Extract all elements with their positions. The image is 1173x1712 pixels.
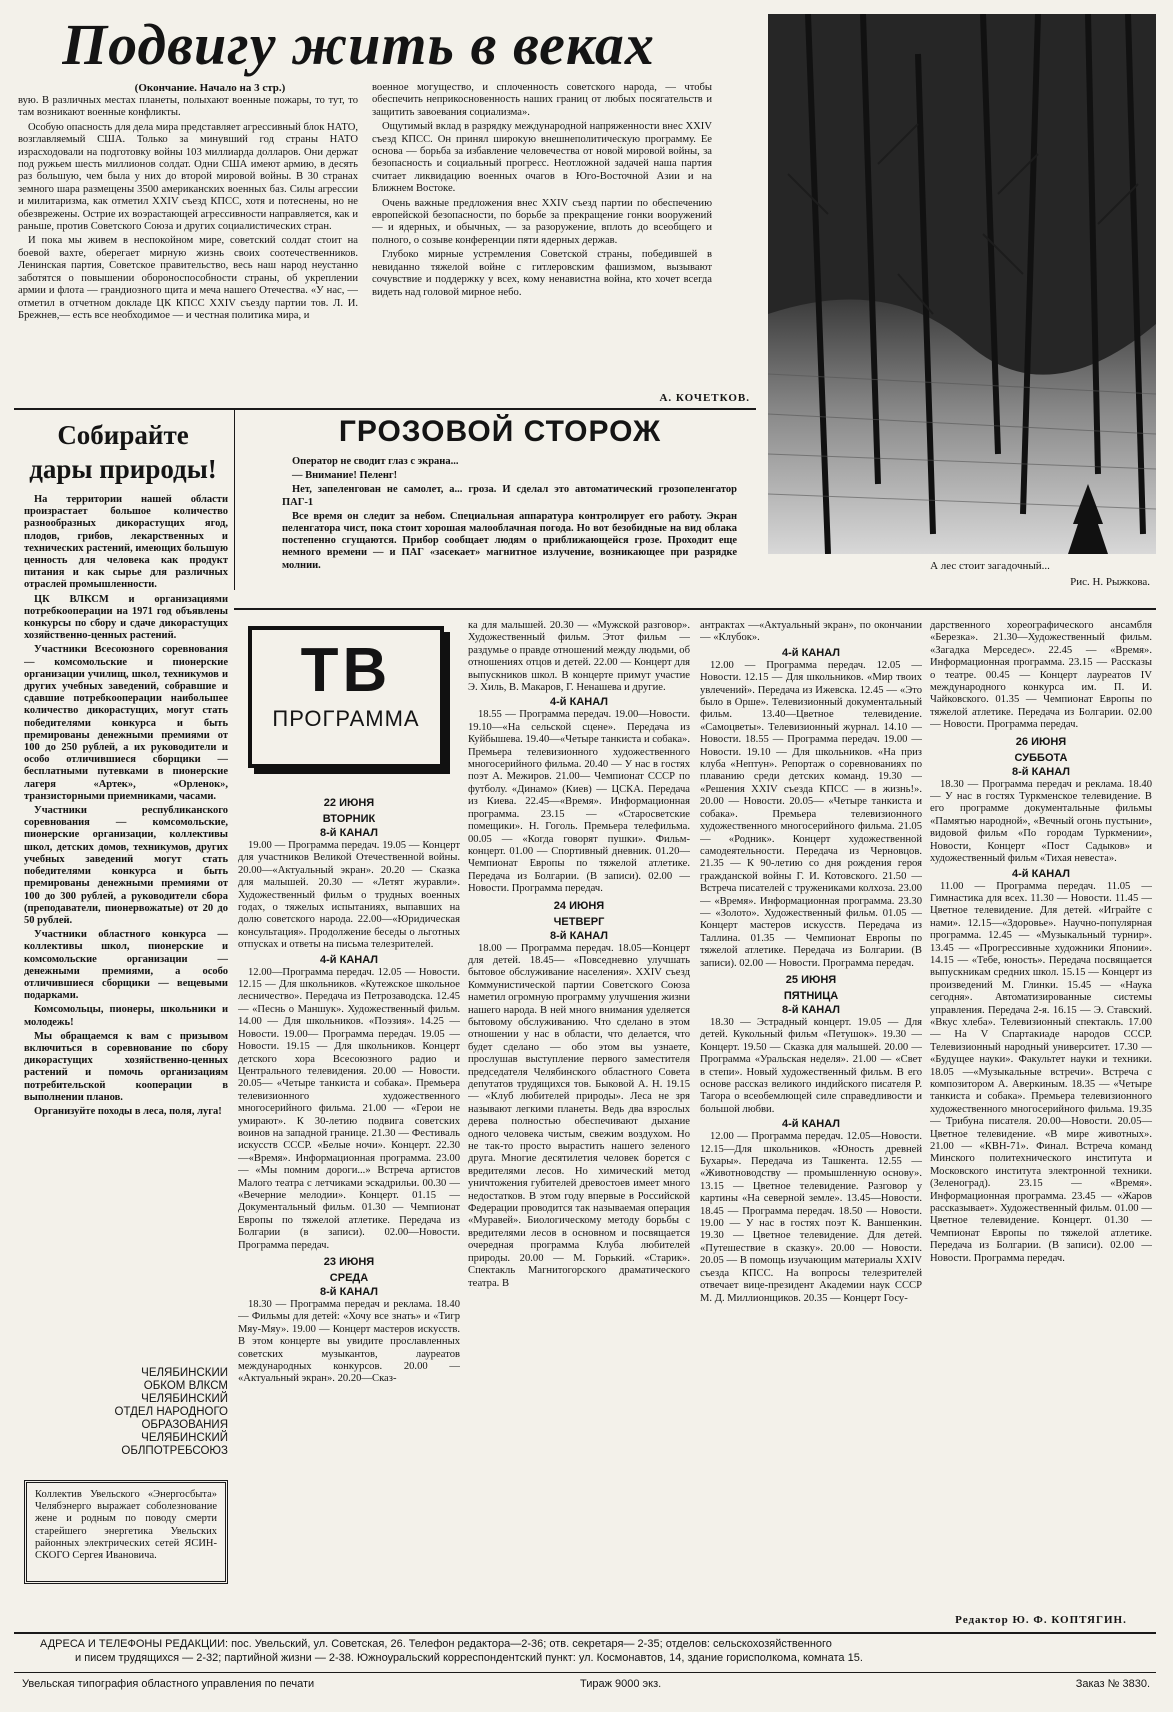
gather-paragraph: Участники республиканского соревнования — комсомольские, пионерские организации, коллективы школ, детских домов, техникумов, других учебных заведений могут стать победителями конкурса и быть премированы денежными премиями от 100 до 300 рублей, а руководители сбора (преподаватели, пионервожатые) от 20 до 50 рублей.: [24, 805, 228, 926]
footer-circulation: Тираж 9000 экз.: [580, 1678, 662, 1690]
article-column-1: [18, 95, 358, 405]
article-paragraph: И пока мы живем в неспокойном мире, советский солдат стоит на боевой вахте, оберегает мирную жизнь своих соотечественников. Ленинская партия, Советское правительство, весь наш народ неустанно заботятся о повышении обороноспособности страны, об укреплении армии и флота — грандиозного щита и меча нашего Отечества. «У нас, — отметил в отчетном докладе ЦК КПСС XXIV съезду партии тов. Л. И. Брежнев,— есть все необходимое — и честная политика мира, и: [18, 235, 358, 321]
tv-logo: [248, 626, 444, 768]
tv-logo-small: ПРОГРАММА: [272, 706, 420, 731]
divider: [14, 1672, 1156, 1673]
tv-listing: 18.30 — Программа передач и реклама. 18.40 — У нас в гостях Туркменское телевидение. В его программе документальные фильмы «Памятью народной», «Вечный огонь пустыни», видовой фильм «По городам Туркмении», Новости, Концерт «Пост Садыков» и художественный фильм «Тихая невеста».: [930, 778, 1152, 865]
storm-line: Нет, запеленгован не самолет, а... гроза. И сделал это автоматический грозопеленгатор ПАГ-1: [282, 484, 737, 508]
gather-title: [14, 418, 232, 492]
storm-line: — Внимание! Пеленг!: [292, 470, 398, 482]
org-line: ОБРАЗОВАНИЯ: [141, 1419, 228, 1431]
tv-listing: 18.30 — Программа передач и реклама. 18.40 — Фильмы для детей: «Хочу все знать» и «Тигр Мяу-Мяу». 19.00 — Концерт мастеров искусств. В этом концерте вы увидите прославленных советских музыкантов, лауреатов международных конкурсов. 20.00 — «Актуальный экран». 20.20—Сказ-: [238, 1299, 460, 1385]
tv-channel-heading: 8-й КАНАЛ: [550, 929, 608, 942]
org-line: ОТДЕЛ НАРОДНОГО: [114, 1406, 228, 1418]
gather-title-line1: Собирайте: [57, 420, 189, 450]
tv-listing: антрактах —«Актуальный экран», по окончании — «Клубок».: [700, 620, 922, 644]
tv-listing: ка для малышей. 20.30 — «Мужской разговор». Художественный фильм. Этот фильм — раздумье о правде отношений между людьми, об отношениях отцов и детей. 22.00 — Концерт для выпускников школ. В концерте примут участие Э. Хиль, В. Макаров, Г. Ненашева и другие.: [468, 620, 690, 694]
tv-channel-heading: 4-й КАНАЛ: [320, 953, 378, 966]
tv-day-heading: 22 ИЮНЯ: [323, 797, 375, 809]
storm-line: Все время он следит за небом. Специальная аппаратура контролирует его работу. Экран пеленгатора чист, пока стоит хорошая малооблачная погода. Но вот безобидные на вид облака постепенно сгущаются. Прибор сообщает людям о приближающейся грозе. Проходит еще немного времени — и ПАГ «засекает» магнитное излучение, возникающее при разрядке молнии.: [282, 510, 737, 571]
article-subtitle: (Окончание. Начало на 3 стр.): [134, 82, 286, 94]
gather-paragraph: Мы обращаемся к вам с призывом включиться в соревнование по сбору дикорастущих хозяйственно-ценных растений и помочь организациям потребительской кооперации в выполнении планов.: [24, 1030, 228, 1103]
gather-paragraph: На территории нашей области произрастает большое количество разнообразных дикорастущих ягод, плодов, грибов, лекарственных и технических растений, имеющих большую ценность для человека как продукт питания и как сырье для различных отраслей промышленности.: [24, 494, 228, 591]
footer-printer: Увельская типография областного управления по печати: [22, 1678, 315, 1690]
article-paragraph: Ощутимый вклад в разрядку международной напряженности внес XXIV съезд КПСС. Он принял широкую внешнеполитическую программу. Ее основа — борьба за избавление человечества от новой мировой войны, за безопасность и социальный прогресс. Неотложной задачей наша партия считает ликвидацию военных очагов в Юго-Восточной Азии и на Ближнем Востоке.: [372, 121, 712, 195]
tv-listing: 19.00 — Программа передач. 19.05 — Концерт для участников Великой Отечественной войны. 20.00—«Актуальный экран». 20.20 — Сказка для малышей. 20.30 — «Летят журавли». Художественный фильм о трудных военных годах, о тяжелых испытаниях, выпавших на долю советского народа. 22.00—«Юридическая консультация». Продолжение беседы о льготных отпусках и ответы на письма телезрителей.: [238, 840, 460, 951]
divider: [234, 608, 1156, 610]
article-paragraph: Очень важные предложения внес XXIV съезд партии по обеспечению европейской безопасности, по борьбе за прекращение гонки вооружений — и ядерных, и обычных, — за разоружение, вплоть до всеобщего и полного, о созыве конференции пяти ядерных держав.: [372, 197, 712, 246]
tv-day-heading: 25 ИЮНЯ: [785, 973, 837, 986]
footer-address-1: АДРЕСА И ТЕЛЕФОНЫ РЕДАКЦИИ: пос. Увельский, ул. Советская, 26. Телефон редактора—2-36; отв. секретаря— 2-35; отделов: сельскохозяйственного: [40, 1638, 832, 1650]
org-line: ЧЕЛЯБИНСКИЙ: [141, 1432, 228, 1444]
gather-paragraph: Организуйте походы в леса, поля, луга!: [34, 1105, 222, 1117]
tv-channel-heading: 4-й КАНАЛ: [550, 696, 608, 709]
divider: [14, 1632, 1156, 1634]
headline: Подвигу жить в веках: [62, 14, 655, 77]
article-paragraph: Глубоко мирные устремления Советской страны, победившей в невиданно тяжелой войне с гитлеровским фашизмом, вызывают сочувствие и поддержку у всех, кому ненавистна война, кто хочет всегда видеть над головой мирное небо.: [372, 249, 712, 298]
tv-day-heading: 24 ИЮНЯ: [553, 899, 605, 912]
storm-body: [282, 456, 737, 586]
divider: [234, 410, 235, 590]
tv-column-1: [238, 793, 460, 1628]
article-paragraph: военное могущество, и сплоченность советского народа, — чтобы обеспечить неприкосновенность наших границ от любых посягательств и защитить завоевания социализма».: [372, 82, 712, 118]
gather-title-line2: дары природы!: [29, 454, 217, 484]
tv-channel-heading: 8-й КАНАЛ: [782, 1003, 840, 1016]
gather-paragraph: Комсомольцы, пионеры, школьники и молодежь!: [24, 1004, 228, 1028]
tv-day-heading: ПЯТНИЦА: [783, 989, 839, 1002]
gather-paragraph: ЦК ВЛКСМ и организациями потребкооперации на 1971 год объявлены конкурсы по сбору и сдаче дикорастущих хозяйственно-ценных растений.: [24, 593, 228, 642]
org-line: ЧЕЛЯБИНСКИЙ: [141, 1367, 228, 1379]
tv-listing: 18.55 — Программа передач. 19.00—Новости. 19.10—«На сельской сцене». Передача из Куйбышева. 19.40—«Четыре танкиста и собака». Премьера телевизионного художественного многосерийного фильма. 20.40 — У нас в гостях поэт А. Межиров. 21.00— Чемпионат СССР по футболу. «Динамо» (Киев) — ЦСКА. Передача из Киева. 22.45—«Время». Информационная программа. 23.15 — «Старосветские помещики». Н. Гоголь. Премьера телефильма. 00.05 — «Когда говорят пушки». Фильм-концерт. 01.00 — Спортивный дневник. 01.20—Чемпионат Европы по тяжелой атлетике. Передача из Болгарии. (В записи). 02.00 — Новости. Программа передач.: [468, 709, 690, 895]
tv-listing: 12.00—Программа передач. 12.05 — Новости. 12.15 — Для школьников. «Кутежское школьное лесничество». Передача из Петрозаводска. 12.45 — «Песнь о Маншук». Художественный фильм. 14.00 — Для школьников. «Поэзия». 14.25 — Новости. 19.00— Программа передач. 19.05 — Новости. 19.15 — Для школьников. Концерт детского хора Всесоюзного радио и Центрального телевидения. 20.00 — Новости. 20.05— «Четыре танкиста и собака». Премьера телевизионного художественного многосерийного фильма. 21.00 — «Герои не умирают». К 30-летию подвига советских воинов на западной границе. 21.30 — Фестиваль искусств СССР. «Белые ночи». Концерт. 22.30—«Время». Информационная программа. 23.00 — «Мы помним дороги...» Встреча артистов Малого театра с летчиками эскадрильи. 00.30 — «Вечерние мелодии». Концерт. 01.15 — Документальный фильм. 01.30 — Чемпионат Европы по тяжелой атлетике. Передача из Болгарии (в записи). 02.00—Новости. Программа передач.: [238, 966, 460, 1251]
tv-listing: 12.00 — Программа передач. 12.05—Новости. 12.15—Для школьников. «Юность древней Бухары». Передача из Ташкента. 12.55 — «Животноводству — промышленную основу». 13.15 — Цветное телевидение. Разговор у картины «На северной земле». 13.45—Новости. 18.45 — Программа передач. 18.50 — Новости. 19.00 — У нас в гостях поэт К. Ваншенкин. 19.30 — Цветное телевидение. Для детей. «Путешествие в сказку». 20.00 — Новости. 20.05 — В помощь изучающим материалы XXIV съезда КПСС. На вопросы телезрителей отвечает вице-президент Академии наук СССР М. Д. Миллионщиков. 20.35 — Концерт Госу-: [700, 1131, 922, 1304]
tv-logo-big: ТВ: [300, 636, 392, 705]
tv-column-3: [700, 620, 922, 1628]
photo-credit: Рис. Н. Рыжкова.: [1070, 576, 1150, 588]
forest-illustration: [768, 14, 1156, 554]
tv-day-heading: ВТОРНИК: [322, 813, 376, 825]
tv-channel-heading: 4-й КАНАЛ: [782, 646, 840, 659]
tv-channel-heading: 8-й КАНАЛ: [320, 1286, 378, 1298]
gather-paragraph: Участники Всесоюзного соревнования — комсомольские и пионерские организации училищ, школ, техникумов и других учебных заведений, собравшие и сдавшие потребкооперации наибольшее количество дикорастущих, могут стать победителями конкурса и быть премированы денежными премиями от 100 до 250 рублей, а их руководители и особо отличившиеся сборщики — бесплатными путевками в пионерские лагеря «Артек», «Орленок», транзисторными приемниками, часами.: [24, 644, 228, 802]
tv-day-heading: ЧЕТВЕРГ: [553, 915, 605, 928]
tv-day-heading: СРЕДА: [329, 1272, 369, 1284]
tv-listing: 11.00 — Программа передач. 11.05 — Гимнастика для всех. 11.30 — Новости. 11.45 — Цветное телевидение. Для детей. «Играйте с нами». 12.15—«Здоровье». Научно-популярная программа. 12.45 — «Музыкальный турнир». 13.45 — «Прогрессивные художники Японии». 14.15 — «Тебе, юность». Передача посвящается выпускникам средних школ. 15.15 — Концерт из произведений М. Глинки. 15.45 — «Наука сегодня». Автоматизированные системы управления. Передача 2-я. 16.15 — Э. Ставский. «Вкус хлеба». Телевизионный спектакль. 17.00 — На V Спартакиаде народов СССР. Телевизионный народный университет. 17.30 — «Будущее науки». Факультет науки и техники. 18.05 —«Музыкальные встречи». Встреча с композитором А. Аверкиным. 18.35 — «Четыре танкиста и собака». Премьера телевизионного художественного многосерийного фильма. 19.35 — Трибуна писателя. 20.00—Новости. 20.05—Цветное телевидение. «В мире животных». 21.00 — «КВН-71». Финал. Встреча команд Минского политехнического института и Московского института электронной техники. (Зеленоград). 23.15 — «Время». Информационная программа. 23.45 — «Жаров рассказывает». Художественный фильм. 01.00 — Цветное телевидение. Концерт. 01.30 — Чемпионат Европы по тяжелой атлетике. Передача из Болгарии. (В записи). 02.00 — Новости. Программа передач.: [930, 880, 1152, 1264]
gather-orgs: [24, 1367, 228, 1463]
storm-line: Оператор не сводит глаз с экрана...: [292, 456, 459, 467]
tv-day-heading: СУББОТА: [1014, 751, 1068, 764]
footer-address-2: и писем трудящихся — 2-32; партийной жизни — 2-38. Южноуральский корреспондентский пункт: ул. Космонавтов, 14, здание горисполкома, комната 15.: [75, 1652, 863, 1664]
tv-channel-heading: 4-й КАНАЛ: [782, 1118, 840, 1131]
org-line: ОБКОМ ВЛКСМ: [143, 1380, 228, 1392]
article-column-2: [372, 82, 712, 387]
article-signature: А. КОЧЕТКОВ.: [659, 392, 750, 404]
org-line: ОБЛПОТРЕБСОЮЗ: [121, 1445, 228, 1457]
footer-order: Заказ № 3830.: [1075, 1678, 1150, 1690]
gather-paragraph: Участники областного конкурса — коллективы школ, пионерские и комсомольские организации — денежными премиями, а особо отличившиеся сборщики — вещевыми подарками.: [24, 929, 228, 1002]
tv-day-heading: 23 ИЮНЯ: [323, 1256, 375, 1268]
storm-title: ГРОЗОВОЙ СТОРОЖ: [338, 415, 662, 448]
condolence-box: Коллектив Увельского «Энергосбыта» Челябэнерго выражает соболезнование жене и родным по поводу смерти старейшего энергетика Увельских районных электрических сетей ЯСИН-СКОГО Сергея Ивановича.: [24, 1480, 228, 1584]
tv-day-heading: 26 ИЮНЯ: [1015, 735, 1067, 748]
tv-listing: дарственного хореографического ансамбля «Березка». 21.30—Художественный фильм. «Загадка Мерседес». 22.45 — «Время». Информационная программа. 23.15 — Рассказы о театре. 00.45 — Концерт лауреатов IV международного конкурса им. П. И. Чайковского. 01.35 — Чемпионат Европы по тяжелой атлетике. Передача из Болгарии. 02.00 — Новости. Программа передач.: [930, 620, 1152, 731]
editor-signature: Редактор Ю. Ф. КОПТЯГИН.: [955, 1614, 1127, 1626]
article-paragraph: Особую опасность для дела мира представляет агрессивный блок НАТО, возглавляемый США. Только за минувший год страны НАТО израсходовали на подготовку войны 103 миллиарда долларов. Они держат под ружьем шесть миллионов солдат. Одни США имеют армию, в десять раз большую, чем была у них до второй мировой войны. В 30 странах земного шара размещены 3500 американских военных баз. Силы агрессии и милитаризма, как отметил XXIV съезд КПСС, хотя и потеснены, но не обезврежены. Острие их воэрастающей агрессивности направляется, как и раньше, против Советского Союза и других социалистических стран.: [18, 121, 358, 233]
tv-channel-heading: 8-й КАНАЛ: [1012, 765, 1070, 778]
divider: [14, 408, 756, 410]
article-paragraph: вую. В различных местах планеты, полыхают военные пожары, то тут, то там возникают военные конфликты.: [18, 95, 358, 119]
tv-channel-heading: 4-й КАНАЛ: [1012, 867, 1070, 880]
tv-column-4: [930, 620, 1152, 1620]
photo-caption: А лес стоит загадочный...: [930, 560, 1050, 572]
tv-column-2: [468, 620, 690, 1628]
tv-listing: 18.00 — Программа передач. 18.05—Концерт для детей. 18.45— «Повседневно улучшать бытовое обслуживание населения». XXIV съезд Коммунистической партии Советского Союза наметил огромную программу улучшения жизни нашего народа. В ней много внимания уделяется бытовому обслуживанию. Что сделано в этом отношении у нас в области, что делается, что будет сделано — обо этом вы узнаете, прослушав выступление первого заместителя председателя Челябинского областного Совета депутатов трудящихся тов. Быковой А. Н. 19.15— «Клуб любителей природы». Леса не зря называют легкими планеты. Ведь два взрослых дерева полностью обеспечивают дыхание одного человека чистым, свежим воздухом. Но не так-то просто вырастить нашего зеленого друга. Многие десятилетия человек борется с вредителями лесов. Но химический метод уничтожения губителей древостоев имеет много недостатков. В этом году впервые в Российской Федерации проводится так называемая операция «Муравей». Биологическому методу борьбы с вредителями лесов в основном и посвящается очередная программа Клуба любителей природы. 20.00 — М. Горький. «Старик». Спектакль Магнитогорского драматического театра. В: [468, 942, 690, 1289]
tv-listing: 12.00 — Программа передач. 12.05 — Новости. 12.15 — Для школьников. «Мир твоих увлечений». Передача из Ижевска. 12.45 — «Это было в Орше». Телевизионный документальный фильм. 13.40—Цветное телевидение. «Самоцветы». Телевизионный журнал. 14.10 — Новости. 18.55 — Программа передач. 19.00 — Новости. 19.10 — Для школьников. «На приз клуба «Нептун». Репортаж о соревнованиях по плаванию среди детских команд. 19.30 — «Решения XXIV съезда КПСС — в жизнь!». 20.00 — Новости. 20.05— «Четыре танкиста и собака». Премьера телевизионного художественного многосерийного фильма. 21.05 — «Родник». Концерт художественной самодеятельности. Передача из Черновцов. 21.35 — К 90-летию со дня рождения героя гражданской войны Г. И. Котовского. 21.50 — Встреча писателей с тружениками колхоза. 23.00 — «Время». Информационная программа. 23.30 — «Золото». Художественный фильм. 01.05 — Концерт мастеров искусств. Передача из Таллина. 01.35 — Чемпионат Европы по тяжелой атлетике. Передача из Болгарии. (В записи). 02.00 — Новости. Программа передач.: [700, 659, 922, 969]
tv-listing: 18.30 — Эстрадный концерт. 19.05 — Для детей. Кукольный фильм «Петушок». 19.30 — Концерт. 19.50 — Сказка для малышей. 20.00 — Программа «Уральская неделя». 21.00 — «Свет в степи». Новый художественный фильм. В его основе рассказ великого индийского писателя Р. Тагора о всеобемлющей силе справедливости и большой любви.: [700, 1016, 922, 1115]
org-line: ЧЕЛЯБИНСКИЙ: [141, 1393, 228, 1405]
gather-body: [24, 494, 228, 1364]
tv-channel-heading: 8-й КАНАЛ: [320, 827, 378, 839]
